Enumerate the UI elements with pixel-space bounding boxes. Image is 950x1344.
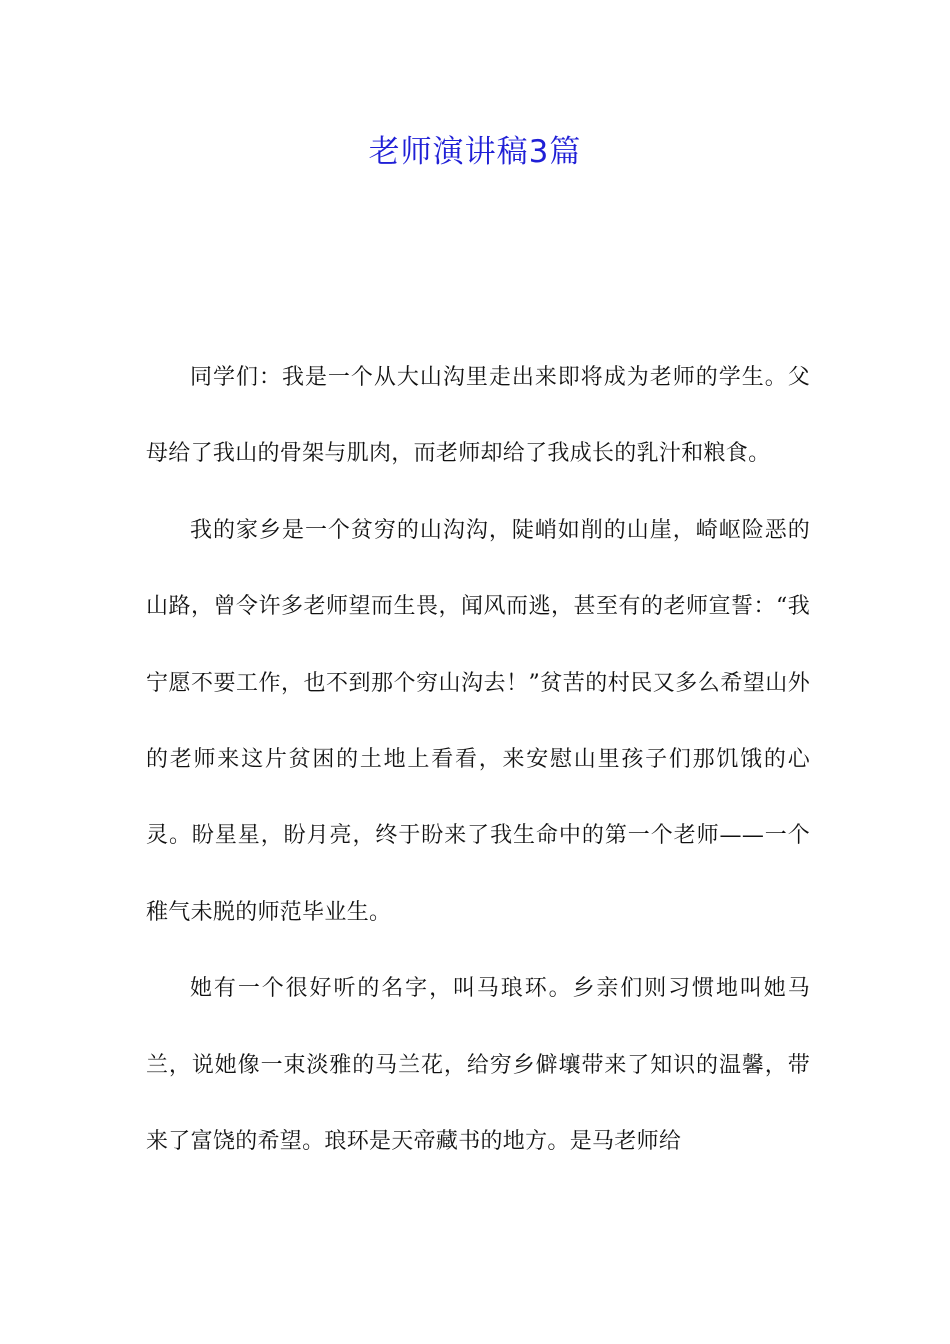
paragraph-3: 她有一个很好听的名字，叫马琅环。乡亲们则习惯地叫她马兰，说她像一束淡雅的马兰花，给穷乡僻壤带来了知识的温馨，带来了富饶的希望。琅环是天帝藏书的地方。是马老师给 xyxy=(146,976,810,1155)
paragraph-2: 我的家乡是一个贫穷的山沟沟，陡峭如削的山崖，崎岖险恶的山路，曾令许多老师望而生畏，闻风而逃，甚至有的老师宣誓：“我宁愿不要工作，也不到那个穷山沟去！”贫苦的村民又多么希望山外的老师来这片贫困的土地上看看，来安慰山里孩子们那饥饿的心灵。盼星星，盼月亮，终于盼来了我生命中的第一个老师——一个稚气未脱的师范毕业生。 xyxy=(146,517,810,925)
document-title: 老师演讲稿3篇 xyxy=(368,134,582,170)
paragraph-1: 同学们：我是一个从大山沟里走出来即将成为老师的学生。父母给了我山的骨架与肌肉，而老师却给了我成长的乳汁和粮食。 xyxy=(146,365,810,467)
document-body xyxy=(146,340,810,1180)
